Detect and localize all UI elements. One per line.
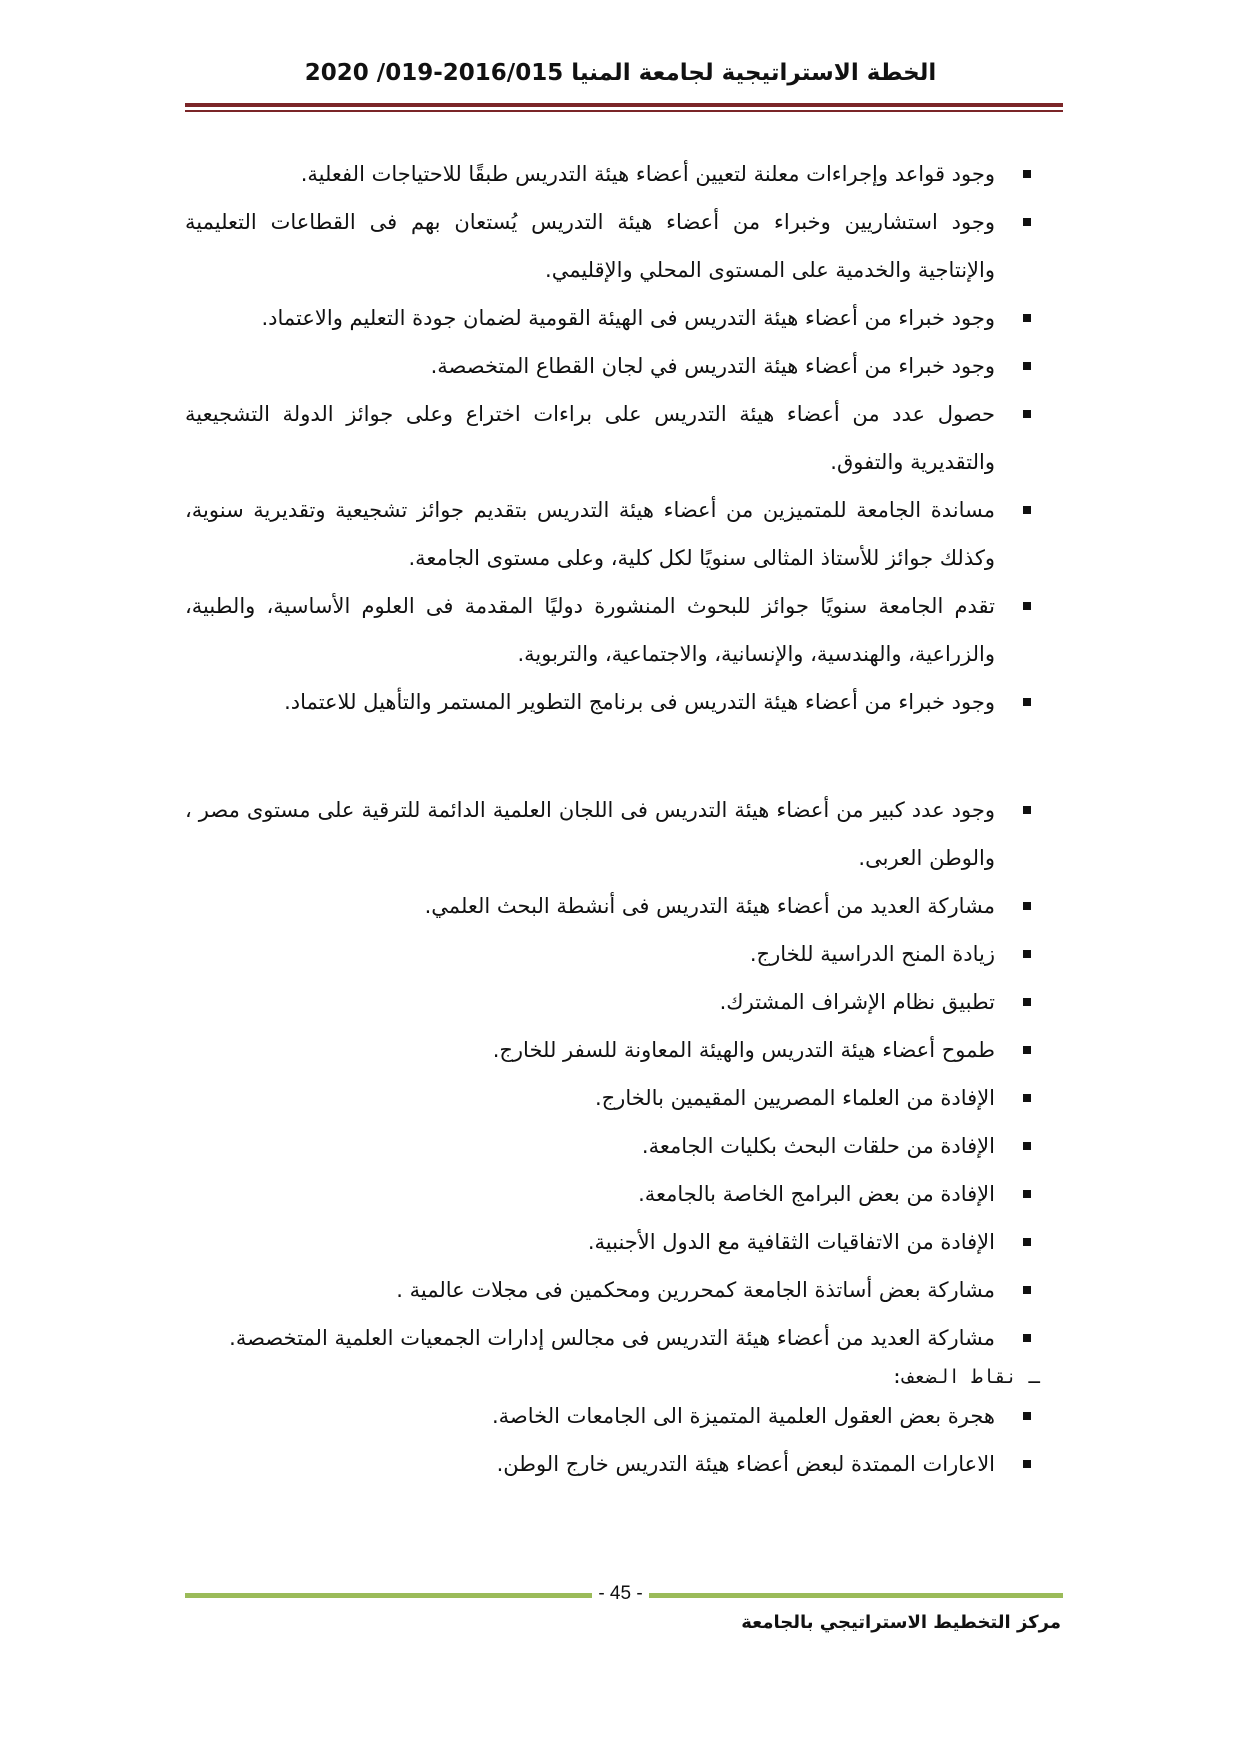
header-rule-thin xyxy=(185,110,1063,112)
list-item: تقدم الجامعة سنويًا جوائز للبحوث المنشورة دوليًا المقدمة فى العلوم الأساسية، والطبية، والزراعية، والهندسية، والإنسانية، والاجتماعية، والتربوية. xyxy=(185,582,1035,678)
list-item: طموح أعضاء هيئة التدريس والهيئة المعاونة للسفر للخارج. xyxy=(185,1026,1035,1074)
page-number-text: - 45 - xyxy=(592,1583,648,1604)
page-content xyxy=(185,150,1040,1488)
list-item: الاعارات الممتدة لبعض أعضاء هيئة التدريس خارج الوطن. xyxy=(185,1440,1035,1488)
list-item: هجرة بعض العقول العلمية المتميزة الى الجامعات الخاصة. xyxy=(185,1392,1035,1440)
list-item: وجود خبراء من أعضاء هيئة التدريس في لجان القطاع المتخصصة. xyxy=(185,342,1035,390)
list-item: وجود عدد كبير من أعضاء هيئة التدريس فى اللجان العلمية الدائمة للترقية على مستوى مصر ، والوطن العربى. xyxy=(185,786,1035,882)
page-header-title: الخطة الاستراتيجية لجامعة المنيا 2016/015-019/ 2020 xyxy=(304,60,937,86)
list-item: مشاركة العديد من أعضاء هيئة التدريس فى مجالس إدارات الجمعيات العلمية المتخصصة. xyxy=(185,1314,1035,1362)
section-gap xyxy=(185,726,1035,786)
list-item: مشاركة العديد من أعضاء هيئة التدريس فى أنشطة البحث العلمي. xyxy=(185,882,1035,930)
list-item: الإفادة من حلقات البحث بكليات الجامعة. xyxy=(185,1122,1035,1170)
footer-label: مركز التخطيط الاستراتيجي بالجامعة xyxy=(741,1612,1061,1633)
list-item: وجود استشاريين وخبراء من أعضاء هيئة التدريس يُستعان بهم فى القطاعات التعليمية والإنتاجية والخدمية على المستوى المحلي والإقليمي. xyxy=(185,198,1035,294)
list-item: تطبيق نظام الإشراف المشترك. xyxy=(185,978,1035,1026)
strengths-list-part2 xyxy=(185,786,1035,1362)
list-item: مشاركة بعض أساتذة الجامعة كمحررين ومحكمين فى مجلات عالمية . xyxy=(185,1266,1035,1314)
strengths-list-part1 xyxy=(185,150,1035,726)
weaknesses-list xyxy=(185,1392,1035,1488)
list-item: الإفادة من الاتفاقيات الثقافية مع الدول الأجنبية. xyxy=(185,1218,1035,1266)
weaknesses-heading: ـ نقاط الضعف: xyxy=(891,1366,1040,1388)
list-item: حصول عدد من أعضاء هيئة التدريس على براءات اختراع وعلى جوائز الدولة التشجيعية والتقديرية والتفوق. xyxy=(185,390,1035,486)
list-item: وجود قواعد وإجراءات معلنة لتعيين أعضاء هيئة التدريس طبقًا للاحتياجات الفعلية. xyxy=(185,150,1035,198)
list-item: زيادة المنح الدراسية للخارج. xyxy=(185,930,1035,978)
list-item: مساندة الجامعة للمتميزين من أعضاء هيئة التدريس بتقديم جوائز تشجيعية وتقديرية سنوية، وكذلك جوائز للأستاذ المثالى سنويًا لكل كلية، وعلى مستوى الجامعة. xyxy=(185,486,1035,582)
list-item: الإفادة من العلماء المصريين المقيمين بالخارج. xyxy=(185,1074,1035,1122)
list-item: وجود خبراء من أعضاء هيئة التدريس فى برنامج التطوير المستمر والتأهيل للاعتماد. xyxy=(185,678,1035,726)
header-rule-thick xyxy=(185,103,1063,107)
list-item: وجود خبراء من أعضاء هيئة التدريس فى الهيئة القومية لضمان جودة التعليم والاعتماد. xyxy=(185,294,1035,342)
page-number xyxy=(0,1583,1241,1605)
list-item: الإفادة من بعض البرامج الخاصة بالجامعة. xyxy=(185,1170,1035,1218)
